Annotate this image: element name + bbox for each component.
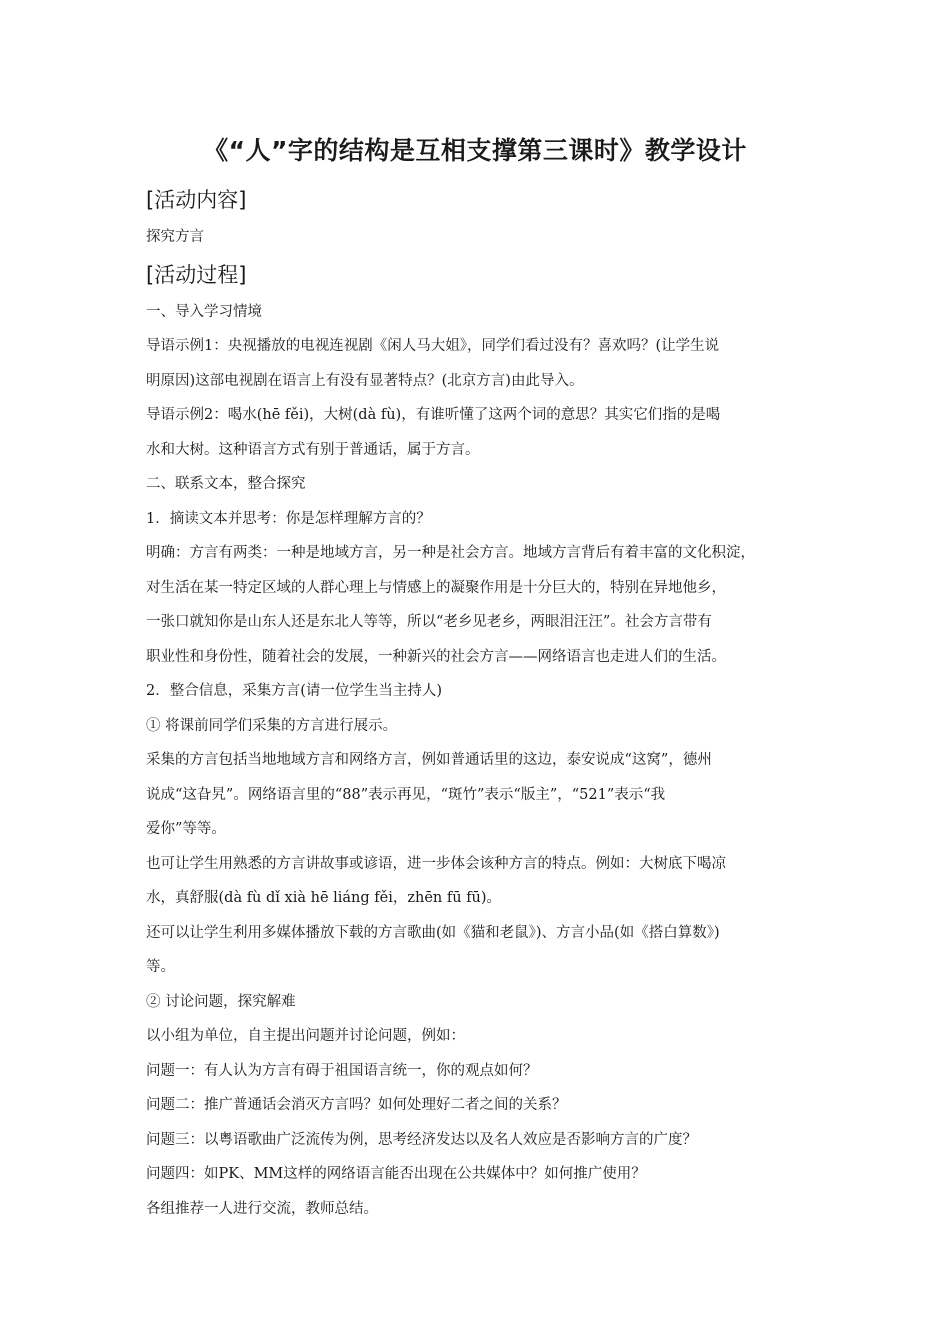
paragraph-line: 问题一：有人认为方言有碍于祖国语言统一，你的观点如何？ <box>146 1062 538 1079</box>
paragraph-line: 采集的方言包括当地地域方言和网络方言，例如普通话里的这边，泰安说成“这窝”，德州 <box>146 752 712 768</box>
paragraph-line: 说成“这旮旯”。网络语言里的“88”表示再见，“斑竹”表示“版主”，“521”表示“我 <box>146 786 666 803</box>
paragraph-line: 问题三：以粤语歌曲广泛流传为例，思考经济发达以及名人效应是否影响方言的广度？ <box>146 1131 697 1148</box>
paragraph-line: 水，真舒服(dà fù dǐ xià hē liáng fěi，zhēn fū fū)。 <box>146 890 502 906</box>
paragraph-line: 二、联系文本，整合探究 <box>146 476 306 492</box>
paragraph-line: 各组推荐一人进行交流，教师总结。 <box>146 1200 378 1217</box>
paragraph-line: 问题二：推广普通话会消灭方言吗？如何处理好二者之间的关系？ <box>146 1097 567 1113</box>
paragraph-line: 导语示例1：央视播放的电视连视剧《闲人马大姐》，同学们看过没有？喜欢吗？(让学生说 <box>146 338 720 354</box>
paragraph-line: 问题四：如PK、MM这样的网络语言能否出现在公共媒体中？如何推广使用？ <box>146 1166 646 1182</box>
paragraph-line: 以小组为单位，自主提出问题并讨论问题，例如： <box>146 1028 465 1044</box>
paragraph-line: 等。 <box>146 959 175 975</box>
paragraph-line: 2．整合信息，采集方言(请一位学生当主持人) <box>146 683 443 699</box>
paragraph-line: 职业性和身份性，随着社会的发展，一种新兴的社会方言——网络语言也走进人们的生活。 <box>146 648 726 665</box>
paragraph-line: 明确：方言有两类：一种是地域方言，另一种是社会方言。地域方言背后有着丰富的文化积淀， <box>146 545 755 561</box>
paragraph-line: ① 将课前同学们采集的方言进行展示。 <box>146 717 398 734</box>
paragraph-line: 爱你”等等。 <box>146 821 226 837</box>
document-body <box>146 180 811 1226</box>
paragraph-line: 导语示例2：喝水(hē fěi)，大树(dà fù)，有谁听懂了这两个词的意思？其实它们指的是喝 <box>146 407 721 423</box>
paragraph-line: 一、导入学习情境 <box>146 303 262 320</box>
section-heading-process: [活动过程] <box>146 262 247 287</box>
paragraph-line: 还可以让学生利用多媒体播放下载的方言歌曲(如《猫和老鼠》)、方言小品(如《搭白算数》) <box>146 924 720 941</box>
paragraph-line: 一张口就知你是山东人还是东北人等等，所以“老乡见老乡，两眼泪汪汪”。社会方言带有 <box>146 614 712 630</box>
paragraph-line: 对生活在某一特定区域的人群心理上与情感上的凝聚作用是十分巨大的，特别在异地他乡， <box>146 579 726 596</box>
section-content-text: 探究方言 <box>146 229 204 245</box>
paragraph-line: 也可让学生用熟悉的方言讲故事或谚语，进一步体会该种方言的特点。例如：大树底下喝凉 <box>146 855 726 872</box>
paragraph-line: 1．摘读文本并思考：你是怎样理解方言的？ <box>146 510 431 527</box>
document-title: 《“人”字的结构是互相支撑第三课时》教学设计 <box>203 136 747 165</box>
paragraph-line: 水和大树。这种语言方式有别于普通话，属于方言。 <box>146 441 480 458</box>
paragraph-line: ② 讨论问题，探究解难 <box>146 993 296 1010</box>
process-lines <box>146 295 811 1227</box>
section-heading-content: [活动内容] <box>146 188 247 212</box>
paragraph-line: 明原因)这部电视剧在语言上有没有显著特点？(北京方言)由此导入。 <box>146 372 584 389</box>
